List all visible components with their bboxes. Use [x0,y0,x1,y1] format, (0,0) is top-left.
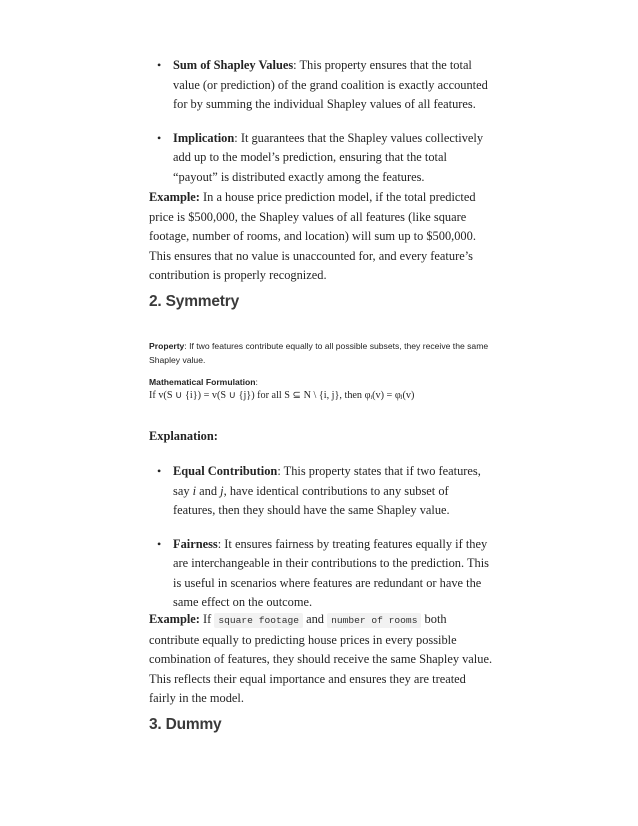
example1-paragraph [149,188,494,286]
section3-heading-block [149,716,494,734]
list-item [149,535,494,613]
bullet-text: : It ensures fairness by treating features equally if they are interchangeable in their contributions to the prediction. This is useful in scenarios where features are redundant or have the same effect on the outcome. [173,536,489,609]
example-text-post: both contribute equally to predicting house prices in every possible combination of features, they should receive the same Shapley value. This reflects their equal importance and ensures they are treated fairly in the model. [149,612,493,705]
section2-heading-block [149,293,494,311]
bullet-icon: • [157,464,162,478]
property-block [149,339,494,367]
bullet-text-post: , have identical contributions to any subset of features, then they should have the same Shapley value. [173,483,450,517]
section2-bullet-list [149,462,494,613]
example2-paragraph [149,610,494,709]
top-bullet-list-container [149,56,494,187]
example-text: In a house price prediction model, if the total predicted price is $500,000, the Shapley values of all features (like square footage, number of rooms, and location) will sum up to $500,000. This ensures that no value is unaccounted for, and every feature’s contribution is properly recognized. [149,190,476,282]
bullet-term: Implication [173,130,235,145]
explanation-label: Explanation: [149,429,218,443]
bullet-text-and: and [196,483,221,498]
example-text-pre: If [199,612,215,626]
top-bullet-list [149,56,494,187]
bullet-icon: • [157,58,162,72]
example-label: Example: [149,190,200,204]
bullet-text: : This property ensures that the total value (or prediction) of the grand coalition is exactly accounted for by summing the individual Shapley values of all features. [173,58,488,111]
formulation-colon: : [255,377,258,387]
section-heading: 2. Symmetry [149,293,239,310]
section2-bullet-list-container [149,462,494,613]
bullet-term: Fairness [173,536,218,551]
example1-block [149,188,494,286]
property-paragraph [149,339,494,367]
bullet-icon: • [157,536,162,551]
code-square-footage: square footage [214,613,303,628]
var-i: i [192,483,197,498]
example2-block [149,610,494,709]
section-heading: 3. Dummy [149,716,222,733]
example-text-mid: and [303,612,328,626]
var-j: j [220,483,224,498]
code-number-of-rooms: number of rooms [327,613,421,628]
list-item [149,462,494,521]
explanation-heading [149,427,494,447]
property-label: Property [149,341,185,351]
formula: If v(S ∪ {i}) = v(S ∪ {j}) for all S ⊆ N \ {i, j}, then φᵢ(v) = φⱼ(v) [149,390,415,401]
formulation-label: Mathematical Formulation [149,377,256,387]
bullet-term: Equal Contribution [173,464,278,478]
formulation-block [149,375,494,401]
bullet-icon: • [157,130,162,145]
formulation-heading [149,375,494,389]
list-item [149,56,494,115]
bullet-term: Sum of Shapley Values [173,58,294,72]
explanation-block [149,427,494,447]
bullet-text: : It guarantees that the Shapley values collectively add up to the model’s prediction, ensuring that the total “payout” is distributed exactly among the features. [173,130,484,184]
list-item [149,129,494,188]
property-text: : If two features contribute equally to all possible subsets, they receive the same Shapley value. [149,341,489,365]
bullet-text: : This property states that if two features, say [173,464,481,498]
example-label: Example: [149,612,200,626]
